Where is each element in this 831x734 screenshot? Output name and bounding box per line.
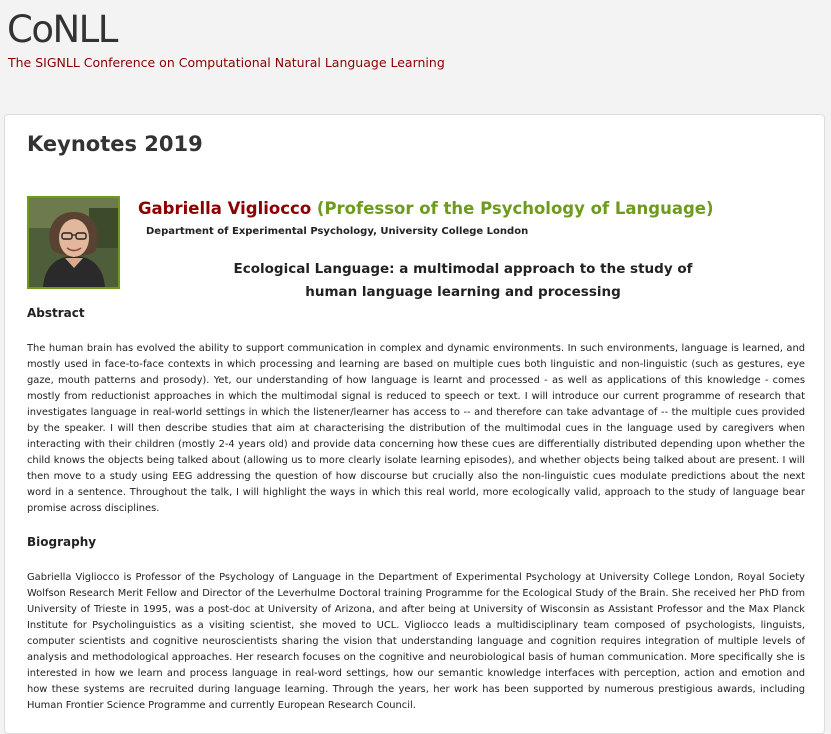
speaker-heading bbox=[138, 199, 714, 218]
content-card bbox=[4, 114, 825, 734]
talk-title-line-1: Ecological Language: a multimodal approach to the study of bbox=[233, 261, 693, 277]
speaker-affiliation: Department of Experimental Psychology, University College London bbox=[146, 226, 529, 237]
page-title: Keynotes 2019 bbox=[27, 132, 203, 156]
speaker-role: (Professor of the Psychology of Language) bbox=[316, 199, 714, 218]
site-subtitle: The SIGNLL Conference on Computational Natural Language Learning bbox=[8, 55, 445, 70]
abstract-heading: Abstract bbox=[27, 306, 85, 320]
biography-heading: Biography bbox=[27, 535, 97, 549]
talk-title-line-2: human language learning and processing bbox=[305, 284, 621, 300]
speaker-portrait-image bbox=[29, 198, 118, 287]
site-title-link[interactable]: CoNLL bbox=[7, 8, 117, 51]
talk-title bbox=[205, 258, 721, 304]
biography-text: Gabriella Vigliocco is Professor of the Psychology of Language in the Department of Experimental Psychology at University College London, Royal Society Wolfson Research Merit Fellow and Director of the Leverhulme Doctoral training Programme for the Ecological Study of the Brain. She received her PhD from University of Trieste in 1995, was a post-doc at University of Arizona, and after being at University of Wisconsin as Assistant Professor and the Max Planck Institute for Psycholinguistics as a visiting scientist, she moved to UCL. Vigliocco leads a multidisciplinary team composed of psychologists, linguists, computer scientists and cognitive neuroscientists sharing the vision that understanding language and cognition requires integration of multiple levels of analysis and methodological approaches. Her research focuses on the cognitive and neurobiological basis of human communication. More specifically she is interested in how we learn and process language in real-word settings, how our semantic knowledge interfaces with perception, action and emotion and how these systems are recruited during language learning. Through the years, her work has been supported by numerous prestigious awards, including Human Frontier Science Programme and currently European Research Council. bbox=[27, 572, 805, 711]
speaker-photo bbox=[27, 196, 120, 289]
abstract-text: The human brain has evolved the ability to support communication in complex and dynamic environments. In such environments, language is learned, and mostly used in face-to-face contexts in which processing and learning are based on multiple cues both linguistic and non-linguistic (such as gestures, eye gaze, mouth patterns and prosody). Yet, our understanding of how language is learnt and processed - as well as applications of this knowledge - comes mostly from reductionist approaches in which the multimodal signal is reduced to speech or text. I will introduce our current programme of research that investigates language in real-world settings in which the listener/learner has access to -- and therefore can take advantage of -- the multiple cues provided by the speaker. I will then describe studies that aim at characterising the distribution of the multimodal cues in the language used by caregivers when interacting with their children (mostly 2-4 years old) and provide data concerning how these cues are differentially distributed depending upon whether the child knows the objects being talked about (allowing us to more clearly isolate learning episodes), and whether objects being talked about are present. I will then move to a study using EEG addressing the question of how discourse but crucially also the non-linguistic cues modulate predictions about the next word in a sentence. Throughout the talk, I will highlight the ways in which this real world, more ecologically valid, approach to the study of language bear promise across disciplines. bbox=[27, 343, 805, 514]
speaker-name: Gabriella Vigliocco bbox=[138, 199, 312, 218]
site-header bbox=[0, 0, 831, 112]
